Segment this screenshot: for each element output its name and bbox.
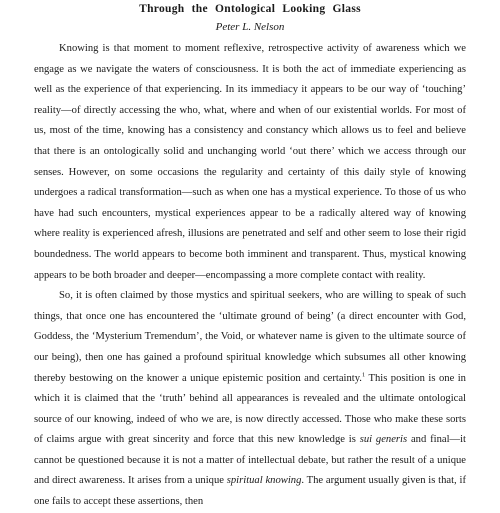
- italic-term: sui generis: [359, 434, 408, 446]
- body-paragraph: [34, 39, 466, 286]
- body-text: [34, 39, 466, 513]
- body-paragraph: [34, 286, 466, 513]
- paragraph-text: So, it is often claimed by those mystics and spiritual seekers, who are willing to speak of such things, that once one has encountered the ‘ultimate ground of being’ (a direct encounter with God, Goddess, the ‘Mysterium Tremendum’, the Void, or whatever name is given to the ultimate source of our being), then one has gained a profound spiritual knowledge which subsumes all other knowing thereby bestowing on the knower a unique epistemic position and certainty.: [34, 290, 466, 384]
- italic-term: spiritual knowing: [226, 475, 302, 487]
- paper-title: Through the Ontological Looking Glass: [139, 3, 361, 15]
- paragraph-text: Knowing is that moment to moment reflexive, retrospective activity of awareness which we engage as we navigate the waters of consciousness. It is both the act of immediate experiencing as well as the experience of that experiencing. In its immediacy it appears to be our way of ‘touching’ reality—of directly accessing the who, what, where and when of our existential worlds. For most of us, most of the time, knowing has a consistency and constancy which allows us to feel and believe that there is an ontologically solid and unchanging world ‘out there’ which we access through our senses. However, on some occasions the regularity and certainty of this daily style of knowing undergoes a radical transformation—such as when one has a mystical experience. To those of us who have had such encounters, mystical experiences appear to be a radically altered way of knowing where reality is experienced afresh, illusions are penetrated and self and other seem to lose their rigid boundedness. The world appears to become both imminent and transparent. Thus, mystical knowing appears to be both broader and deeper—encompassing a more complete contact with reality.: [34, 43, 466, 281]
- paragraph-text: This position is one in which it is claimed that the ‘truth’ behind all appearances is revealed and the ultimate ontological source of our knowing, indeed of who we are, is now directly accessed. Those who make these sorts of claims argue with great sincerity and force that this new knowledge is: [34, 372, 466, 446]
- paragraph-text: and final—it cannot be questioned because it is not a matter of intellectual debate, but rather the result of a unique and direct awareness. It arises from a unique: [34, 434, 467, 487]
- paragraph-text: . The argument usually given is that, if one fails to accept these assertions, then: [34, 475, 466, 508]
- author-name: Peter L. Nelson: [215, 21, 285, 33]
- footnote-marker: 1: [361, 370, 366, 378]
